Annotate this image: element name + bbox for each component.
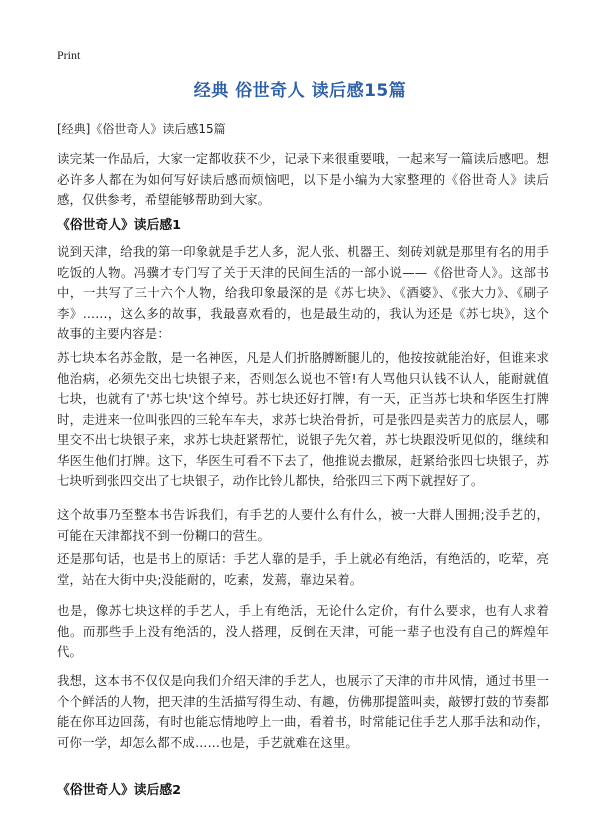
section-heading-2: 《俗世奇人》读后感2 bbox=[57, 783, 182, 798]
section1-paragraph-6: 我想，这本书不仅仅是向我们介绍天津的手艺人，也展示了天津的市井风情，通过书里一个个鲜活的人物，把天津的生活描写得生动、有趣，仿佛那提篮叫卖，敲锣打鼓的节奏都能在你耳边回荡，有时也能忘情地哼上一曲，看着书，时常能记住手艺人那手法和动作，可你一学，却怎么都不成……也是，手艺就难在这里。 bbox=[57, 673, 549, 750]
section-heading-1: 《俗世奇人》读后感1 bbox=[57, 218, 182, 233]
section1-paragraph-5: 也是，像苏七块这样的手艺人，手上有绝活，无论什么定价，有什么要求，也有人求着他。而那些手上没有绝活的，没人搭理，反倒在天津，可能一辈子也没有自己的辉煌年代。 bbox=[57, 603, 549, 659]
section1-paragraph-2: 苏七块本名苏金散，是一名神医，凡是人们折胳膊断腿儿的，他按按就能治好，但谁来求他治病，必须先交出七块银子来，否则怎么说也不管!有人骂他只认钱不认人，能耐就值七块，也就有了'苏七块'这个绰号。苏七块还好打牌，有一天，正当苏七块和华医生打牌时，走进来一位叫张四的三轮车车夫，求苏七块治骨折，可是张四是卖苦力的底层人，哪里交不出七块银子来，求苏七块赶紧帮忙，说银子先欠着，苏七块跟没听见似的，继续和华医生他们打牌。这下，华医生可看不下去了，他推说去撒尿，赶紧给张四七块银子，苏七块听到张四交出了七块银子，动作比铃儿都快，给张四三下两下就捏好了。 bbox=[57, 350, 549, 488]
print-link[interactable]: Print bbox=[57, 48, 81, 62]
page-title: 经典 俗世奇人 读后感15篇 bbox=[193, 81, 407, 101]
intro-paragraph: 读完某一作品后，大家一定都收获不少，记录下来很重要哦，一起来写一篇读后感吧。想必许多人都在为如何写好读后感而烦恼吧，以下是小编为大家整理的《俗世奇人》读后感，仅供参考，希望能够帮助到大家。 bbox=[57, 151, 549, 207]
section1-paragraph-1: 说到天津，给我的第一印象就是手艺人多，泥人张、机器王、刻砖刘就是那里有名的用手吃饭的人物。冯骥才专门写了关于天津的民间生活的一部小说——《俗世奇人》。这部书中，一共写了三十六个人物，给我印象最深的是《苏七块》、《酒婆》、《张大力》、《刷子李》……，这么多的故事，我最喜欢看的，也是最生动的，我认为还是《苏七块》，这个故事的主要内容是： bbox=[57, 244, 549, 341]
section1-paragraph-3: 这个故事乃至整本书告诉我们，有手艺的人要什么有什么，被一大群人围拥;没手艺的，可能在天津都找不到一份糊口的营生。 bbox=[57, 507, 549, 543]
section1-paragraph-4: 还是那句话，也是书上的原话：手艺人靠的是手，手上就必有绝活，有绝活的，吃荤，亮堂，站在大街中央;没能耐的，吃素，发蔫，靠边呆着。 bbox=[57, 551, 549, 587]
article-subtitle: [经典]《俗世奇人》读后感15篇 bbox=[57, 122, 226, 136]
